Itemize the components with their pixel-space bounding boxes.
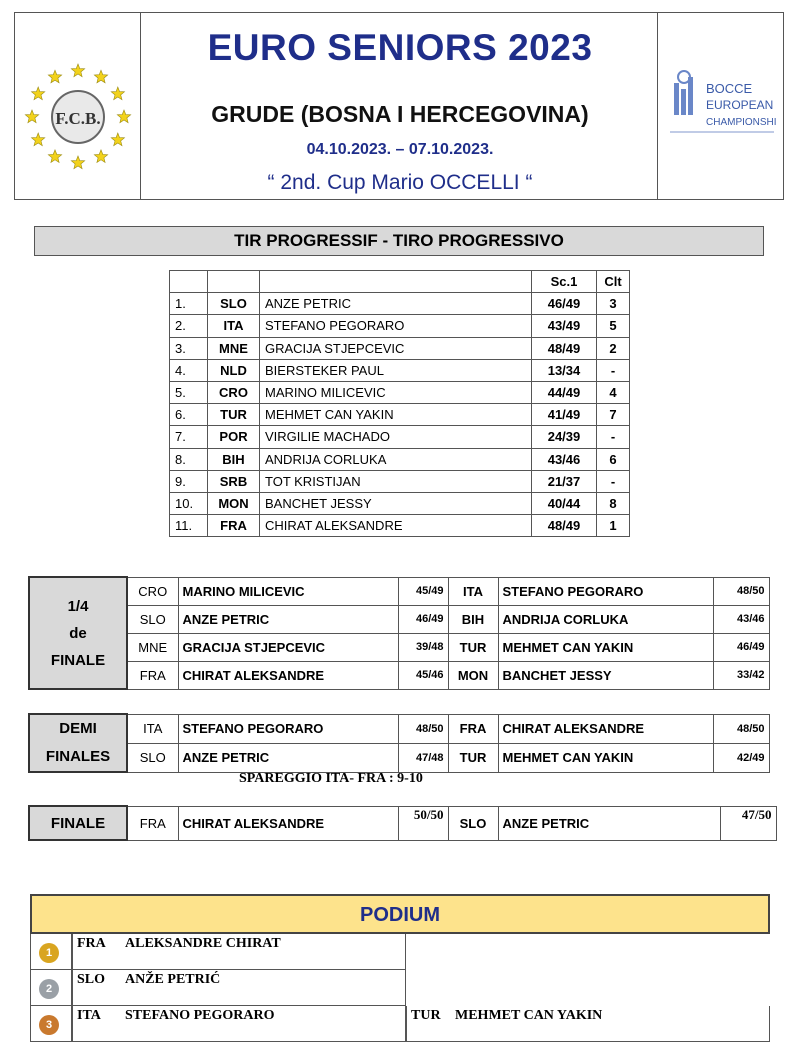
table-row	[170, 337, 630, 359]
match-sa: 47/48	[398, 743, 448, 772]
ranking-country: TUR	[208, 404, 260, 426]
podium-player-cell	[72, 934, 406, 970]
match-na: MARINO MILICEVIC	[178, 577, 398, 605]
ranking-score: 43/49	[532, 315, 597, 337]
table-row	[170, 470, 630, 492]
ranking-classification: 1	[597, 515, 630, 537]
final-score-a: 50/50	[398, 806, 448, 840]
podium-name: STEFANO PEGORARO	[125, 1008, 275, 1023]
podium-country: ITA	[77, 1008, 101, 1023]
match-nb: ANDRIJA CORLUKA	[498, 605, 713, 633]
table-row	[170, 293, 630, 315]
bocce-logo	[657, 13, 783, 199]
podium-player-cell	[406, 1006, 770, 1042]
match-nb: BANCHET JESSY	[498, 661, 713, 689]
podium-country: SLO	[77, 972, 106, 987]
star-ring-icon	[15, 13, 141, 199]
ranking-country: SRB	[208, 470, 260, 492]
table-row	[170, 315, 630, 337]
ranking-country: POR	[208, 426, 260, 448]
match-cb: BIH	[448, 605, 498, 633]
ranking-header-cell	[170, 271, 208, 293]
ranking-country: MNE	[208, 337, 260, 359]
star-icon	[25, 110, 38, 123]
ranking-position: 4.	[170, 359, 208, 381]
round-label-line: FINALE	[50, 651, 106, 669]
table-row	[170, 515, 630, 537]
round-label-line: 1/4	[67, 597, 89, 615]
ranking-player-name: MARINO MILICEVIC	[260, 381, 532, 403]
table-row	[170, 381, 630, 403]
final-row	[29, 806, 776, 840]
match-ca: MNE	[127, 633, 178, 661]
left-logo-text: F.C.B.	[55, 109, 101, 128]
match-nb: CHIRAT ALEKSANDRE	[498, 714, 713, 743]
match-ca: SLO	[127, 743, 178, 772]
match-na: GRACIJA STJEPCEVIC	[178, 633, 398, 661]
table-row	[170, 448, 630, 470]
table-row	[170, 492, 630, 514]
bocce-ball-icon	[658, 13, 784, 199]
round-label	[29, 577, 127, 689]
match-sb: 48/50	[713, 714, 769, 743]
ranking-header-cell: Sc.1	[532, 271, 597, 293]
match-row	[29, 714, 769, 743]
ranking-player-name: BANCHET JESSY	[260, 492, 532, 514]
match-row	[29, 743, 769, 772]
ranking-country: NLD	[208, 359, 260, 381]
table-row	[170, 359, 630, 381]
podium-name: MEHMET CAN YAKIN	[455, 1008, 603, 1023]
match-na: STEFANO PEGORARO	[178, 714, 398, 743]
ranking-classification: 7	[597, 404, 630, 426]
ranking-header-cell	[260, 271, 532, 293]
ranking-position: 10.	[170, 492, 208, 514]
match-ca: CRO	[127, 577, 178, 605]
ranking-player-name: CHIRAT ALEKSANDRE	[260, 515, 532, 537]
final-table	[28, 805, 777, 841]
match-row	[29, 633, 769, 661]
match-sb: 43/46	[713, 605, 769, 633]
ranking-header-cell	[208, 271, 260, 293]
ranking-classification: 8	[597, 492, 630, 514]
final-score-b: 47/50	[720, 806, 776, 840]
ranking-position: 11.	[170, 515, 208, 537]
star-icon	[48, 70, 61, 83]
feb-logo	[15, 13, 141, 199]
match-sb: 48/50	[713, 577, 769, 605]
podium-row	[30, 970, 770, 1006]
ranking-score: 13/34	[532, 359, 597, 381]
star-icon	[71, 64, 84, 77]
star-icon	[94, 150, 107, 163]
star-icon	[117, 110, 130, 123]
ranking-position: 8.	[170, 448, 208, 470]
star-icon	[111, 87, 124, 100]
ranking-player-name: ANZE PETRIC	[260, 293, 532, 315]
podium-country: TUR	[411, 1008, 441, 1023]
ranking-country: ITA	[208, 315, 260, 337]
ranking-position: 6.	[170, 404, 208, 426]
match-row	[29, 605, 769, 633]
final-country-a: FRA	[127, 806, 178, 840]
round-label	[29, 714, 127, 772]
ranking-score: 46/49	[532, 293, 597, 315]
round-label-line: de	[69, 624, 87, 642]
ranking-classification: 4	[597, 381, 630, 403]
match-nb: MEHMET CAN YAKIN	[498, 743, 713, 772]
match-na: ANZE PETRIC	[178, 605, 398, 633]
table-row	[170, 426, 630, 448]
ranking-score: 43/46	[532, 448, 597, 470]
match-ca: ITA	[127, 714, 178, 743]
round-label-line: FINALES	[45, 748, 111, 765]
star-icon	[48, 150, 61, 163]
ranking-score: 40/44	[532, 492, 597, 514]
right-logo-line-1: BOCCE	[706, 81, 753, 96]
star-icon	[32, 87, 45, 100]
ranking-score: 48/49	[532, 337, 597, 359]
match-sb: 42/49	[713, 743, 769, 772]
star-icon	[32, 133, 45, 146]
medal-icon: 3	[39, 1015, 59, 1035]
ranking-score: 21/37	[532, 470, 597, 492]
ranking-score: 41/49	[532, 404, 597, 426]
ranking-position: 2.	[170, 315, 208, 337]
ranking-player-name: VIRGILIE MACHADO	[260, 426, 532, 448]
podium-medal-cell	[30, 970, 72, 1006]
ranking-score: 44/49	[532, 381, 597, 403]
match-ca: SLO	[127, 605, 178, 633]
ranking-country: CRO	[208, 381, 260, 403]
medal-icon: 1	[39, 943, 59, 963]
match-nb: STEFANO PEGORARO	[498, 577, 713, 605]
ranking-classification: -	[597, 470, 630, 492]
ranking-classification: -	[597, 426, 630, 448]
final-name-b: ANZE PETRIC	[498, 806, 720, 840]
dates: 04.10.2023. – 07.10.2023.	[306, 141, 494, 158]
match-sa: 39/48	[398, 633, 448, 661]
match-nb: MEHMET CAN YAKIN	[498, 633, 713, 661]
podium-medal-cell	[30, 1006, 72, 1042]
ranking-table	[169, 270, 630, 537]
right-logo-line-3: CHAMPIONSHI	[706, 117, 777, 128]
match-sb: 46/49	[713, 633, 769, 661]
final-country-b: SLO	[448, 806, 498, 840]
final-label: FINALE	[29, 806, 127, 840]
podium-medal-cell	[30, 934, 72, 970]
match-cb: TUR	[448, 633, 498, 661]
spareggio-note: SPAREGGIO ITA- FRA : 9-10	[239, 771, 423, 786]
match-cb: FRA	[448, 714, 498, 743]
ranking-country: BIH	[208, 448, 260, 470]
podium-player-cell	[72, 1006, 406, 1042]
ranking-position: 9.	[170, 470, 208, 492]
podium-name: ANŽE PETRIĆ	[125, 972, 221, 987]
match-row	[29, 661, 769, 689]
podium-player-cell	[72, 970, 406, 1006]
ranking-country: MON	[208, 492, 260, 514]
podium-row	[30, 934, 770, 970]
ranking-position: 7.	[170, 426, 208, 448]
ranking-score: 24/39	[532, 426, 597, 448]
star-icon	[71, 156, 84, 169]
section-title: TIR PROGRESSIF - TIRO PROGRESSIVO	[34, 226, 764, 256]
ranking-header-row	[170, 271, 630, 293]
star-icon	[94, 70, 107, 83]
cup-name: “ 2nd. Cup Mario OCCELLI “	[267, 171, 533, 194]
round-label-line: DEMI	[59, 720, 97, 737]
ranking-country: SLO	[208, 293, 260, 315]
ranking-player-name: GRACIJA STJEPCEVIC	[260, 337, 532, 359]
ranking-player-name: MEHMET CAN YAKIN	[260, 404, 532, 426]
match-sa: 46/49	[398, 605, 448, 633]
match-row	[29, 577, 769, 605]
ranking-player-name: BIERSTEKER PAUL	[260, 359, 532, 381]
quarter-final-table	[28, 576, 770, 690]
ranking-country: FRA	[208, 515, 260, 537]
ranking-position: 5.	[170, 381, 208, 403]
ranking-position: 3.	[170, 337, 208, 359]
ranking-position: 1.	[170, 293, 208, 315]
table-row	[170, 404, 630, 426]
header	[14, 12, 784, 200]
ranking-classification: -	[597, 359, 630, 381]
ranking-classification: 6	[597, 448, 630, 470]
semi-final-table	[28, 713, 770, 773]
match-cb: MON	[448, 661, 498, 689]
podium-name: ALEKSANDRE CHIRAT	[125, 936, 281, 951]
final-name-a: CHIRAT ALEKSANDRE	[178, 806, 398, 840]
match-sa: 45/49	[398, 577, 448, 605]
match-sa: 45/46	[398, 661, 448, 689]
ranking-classification: 3	[597, 293, 630, 315]
match-ca: FRA	[127, 661, 178, 689]
ranking-score: 48/49	[532, 515, 597, 537]
podium-country: FRA	[77, 936, 106, 951]
ranking-classification: 5	[597, 315, 630, 337]
podium-title: PODIUM	[30, 894, 770, 934]
ranking-header-cell: Clt	[597, 271, 630, 293]
ranking-player-name: STEFANO PEGORARO	[260, 315, 532, 337]
match-na: ANZE PETRIC	[178, 743, 398, 772]
ranking-player-name: TOT KRISTIJAN	[260, 470, 532, 492]
match-cb: TUR	[448, 743, 498, 772]
page-title: EURO SENIORS 2023	[207, 27, 593, 68]
right-logo-line-2: EUROPEAN	[706, 98, 774, 112]
ranking-classification: 2	[597, 337, 630, 359]
match-na: CHIRAT ALEKSANDRE	[178, 661, 398, 689]
ranking-player-name: ANDRIJA CORLUKA	[260, 448, 532, 470]
star-icon	[111, 133, 124, 146]
match-sa: 48/50	[398, 714, 448, 743]
medal-icon: 2	[39, 979, 59, 999]
match-sb: 33/42	[713, 661, 769, 689]
podium-row	[30, 1006, 770, 1042]
location: GRUDE (BOSNA I HERCEGOVINA)	[211, 101, 589, 127]
match-cb: ITA	[448, 577, 498, 605]
